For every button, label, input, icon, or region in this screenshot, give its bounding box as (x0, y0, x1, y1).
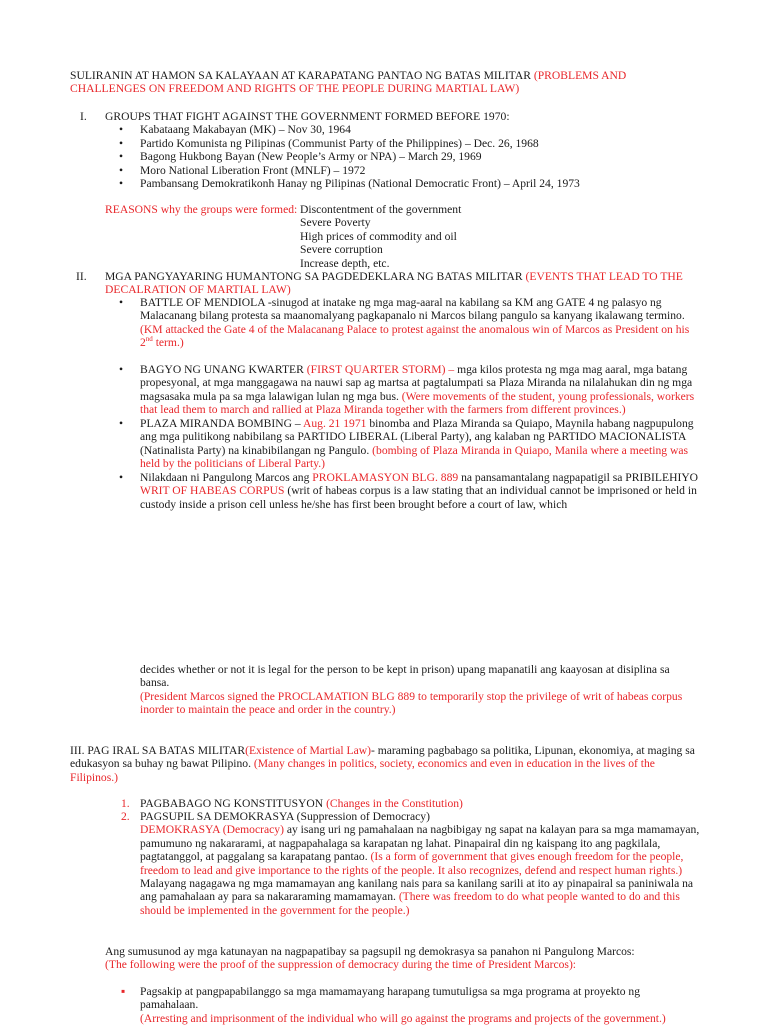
reason-item: Severe Poverty (300, 216, 371, 230)
reason-item: Severe corruption (300, 243, 383, 257)
section-1-numeral: I. (80, 110, 87, 123)
reason-item: Increase depth, etc. (300, 256, 390, 270)
reasons-label: REASONS why the groups were formed: (105, 203, 298, 216)
numbered-item: 2. (121, 810, 130, 823)
reason-item: Discontentment of the government (300, 203, 462, 216)
proof-intro: Ang sumusunod ay mga katunayan na nagpapatibay sa pagsupil ng demokrasya sa panahon ni Pangulong Marcos: (The following were the proof of the suppression of democracy during the time of President Marcos): (105, 945, 635, 972)
document-title (70, 69, 695, 96)
section-2-heading: MGA PANGYAYARING HUMANTONG SA PAGDEDEKLARA NG BATAS MILITAR (EVENTS THAT LEAD TO THE DECALRATION OF MARTIAL LAW) (105, 270, 683, 297)
proclamation-continuation: decides whether or not it is legal for the person to be kept in prison) upang mapanatili ang kaayosan at disiplina sa bansa. (President Marcos signed the PROCLAMATION BLG 889 to temporarily stop the privilege of writ of habeas corpus inorder to maintain the peace and order in the country.) (140, 663, 683, 717)
numbered-item: 1. (121, 797, 130, 810)
reason-item: High prices of commodity and oil (300, 229, 457, 243)
title-english: (PROBLEMS AND CHALLENGES ON FREEDOM AND RIGHTS OF THE PEOPLE DURING MARTIAL LAW) (70, 69, 627, 96)
section-1-heading: GROUPS THAT FIGHT AGAINST THE GOVERNMENT FORMED BEFORE 1970: (105, 110, 510, 123)
democracy-block: PAGSUPIL SA DEMOKRASYA (Suppression of Democracy) DEMOKRASYA (Democracy) ay isang uri ng pamahalaan na nagbibigay ng sapat na kalayan para sa mga mamamayan, pamumuno ng nakararami, at nagpapahalaga sa karapatan ng lahat. Pinapairal din ng kaispang ito ang pagkilala, pagtatanggol, at paggalang sa karapatang pantao. (Is a form of government that gives enough freedom for the people, freedom to lead and give importance to the rights of the people. It also recognizes, defend and respect human rights.) Malayang nagagawa ng mga mamamayan ang kanilang nais para sa kanilang sarili at ito ay pinapairal sa paniniwala na ang pamahalaan ay para sa nakararaming mamamayan. (There was freedom to do what people wanted to do and this should be implemented in the government for the people.) (140, 810, 700, 917)
section-3-heading: III. PAG IRAL SA BATAS MILITAR(Existence of Martial Law)- maraming pagbabago sa politika, Lipunan, ekonomiya, at maging sa edukasyon sa buhay ng bawat Pilipino. (Many changes in politics, society, economics and even in education in the lives of the Filipinos.) (70, 744, 695, 784)
section-2-numeral: II. (76, 270, 87, 283)
numbered-item-label: PAGBABAGO NG KONSTITUSYON (Changes in the Constitution) (140, 797, 463, 810)
title-main: SULIRANIN AT HAMON SA KALAYAAN AT KARAPATANG PANTAO NG BATAS MILITAR (70, 69, 531, 82)
reasons-list (300, 203, 461, 270)
